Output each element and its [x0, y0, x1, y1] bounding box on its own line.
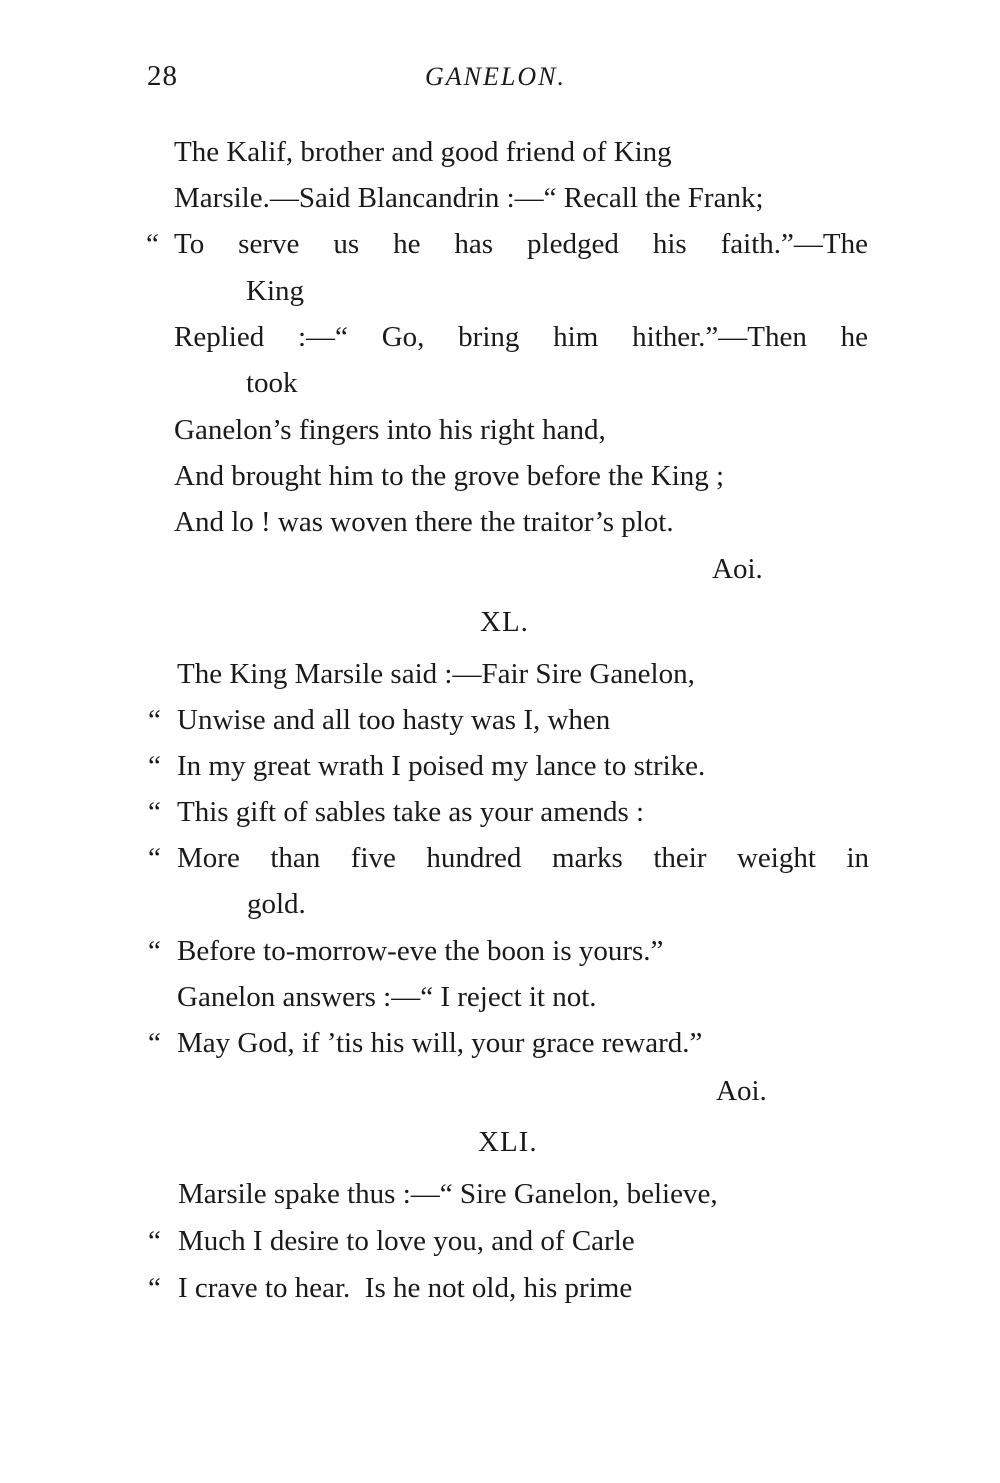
verse-line-continuation: took	[246, 367, 298, 399]
stanza-heading: XL.	[480, 606, 529, 638]
stanza-heading: XLI.	[478, 1126, 538, 1158]
verse-line: More than five hundred marks their weight in	[177, 842, 869, 874]
opening-quote: “	[148, 1225, 161, 1257]
refrain-aoi: Aoi.	[712, 553, 763, 585]
verse-line: Ganelon’s fingers into his right hand,	[174, 414, 606, 446]
verse-line: And lo ! was woven there the traitor’s plot.	[174, 506, 674, 538]
verse-line: The Kalif, brother and good friend of King	[174, 136, 672, 168]
verse-line: Replied :—“ Go, bring him hither.”—Then he	[174, 321, 868, 353]
verse-line-continuation: King	[246, 275, 304, 307]
opening-quote: “	[148, 704, 161, 736]
verse-line: To serve us he has pledged his faith.”—The	[174, 228, 868, 260]
opening-quote: “	[148, 842, 161, 874]
verse-line: The King Marsile said :—Fair Sire Ganelon,	[177, 658, 695, 690]
verse-line: Ganelon answers :—“ I reject it not.	[177, 981, 597, 1013]
opening-quote: “	[148, 1027, 161, 1059]
opening-quote: “	[146, 228, 159, 260]
verse-line: May God, if ’tis his will, your grace reward.”	[177, 1027, 703, 1059]
verse-line-continuation: gold.	[247, 888, 306, 920]
verse-line: I crave to hear. Is he not old, his prime	[178, 1272, 633, 1304]
running-title: GANELON.	[425, 62, 566, 91]
opening-quote: “	[148, 1272, 161, 1304]
opening-quote: “	[148, 935, 161, 967]
opening-quote: “	[148, 796, 161, 828]
verse-line: Unwise and all too hasty was I, when	[177, 704, 611, 736]
verse-line: And brought him to the grove before the King ;	[174, 460, 725, 492]
verse-line: Much I desire to love you, and of Carle	[178, 1225, 635, 1257]
verse-line: Marsile.—Said Blancandrin :—“ Recall the Frank;	[174, 182, 764, 214]
verse-line: Marsile spake thus :—“ Sire Ganelon, believe,	[178, 1178, 718, 1210]
refrain-aoi: Aoi.	[716, 1075, 767, 1107]
verse-line: This gift of sables take as your amends :	[177, 796, 645, 828]
page-number: 28	[147, 60, 178, 92]
verse-line: In my great wrath I poised my lance to strike.	[177, 750, 706, 782]
opening-quote: “	[148, 750, 161, 782]
verse-line: Before to-morrow-eve the boon is yours.”	[177, 935, 664, 967]
